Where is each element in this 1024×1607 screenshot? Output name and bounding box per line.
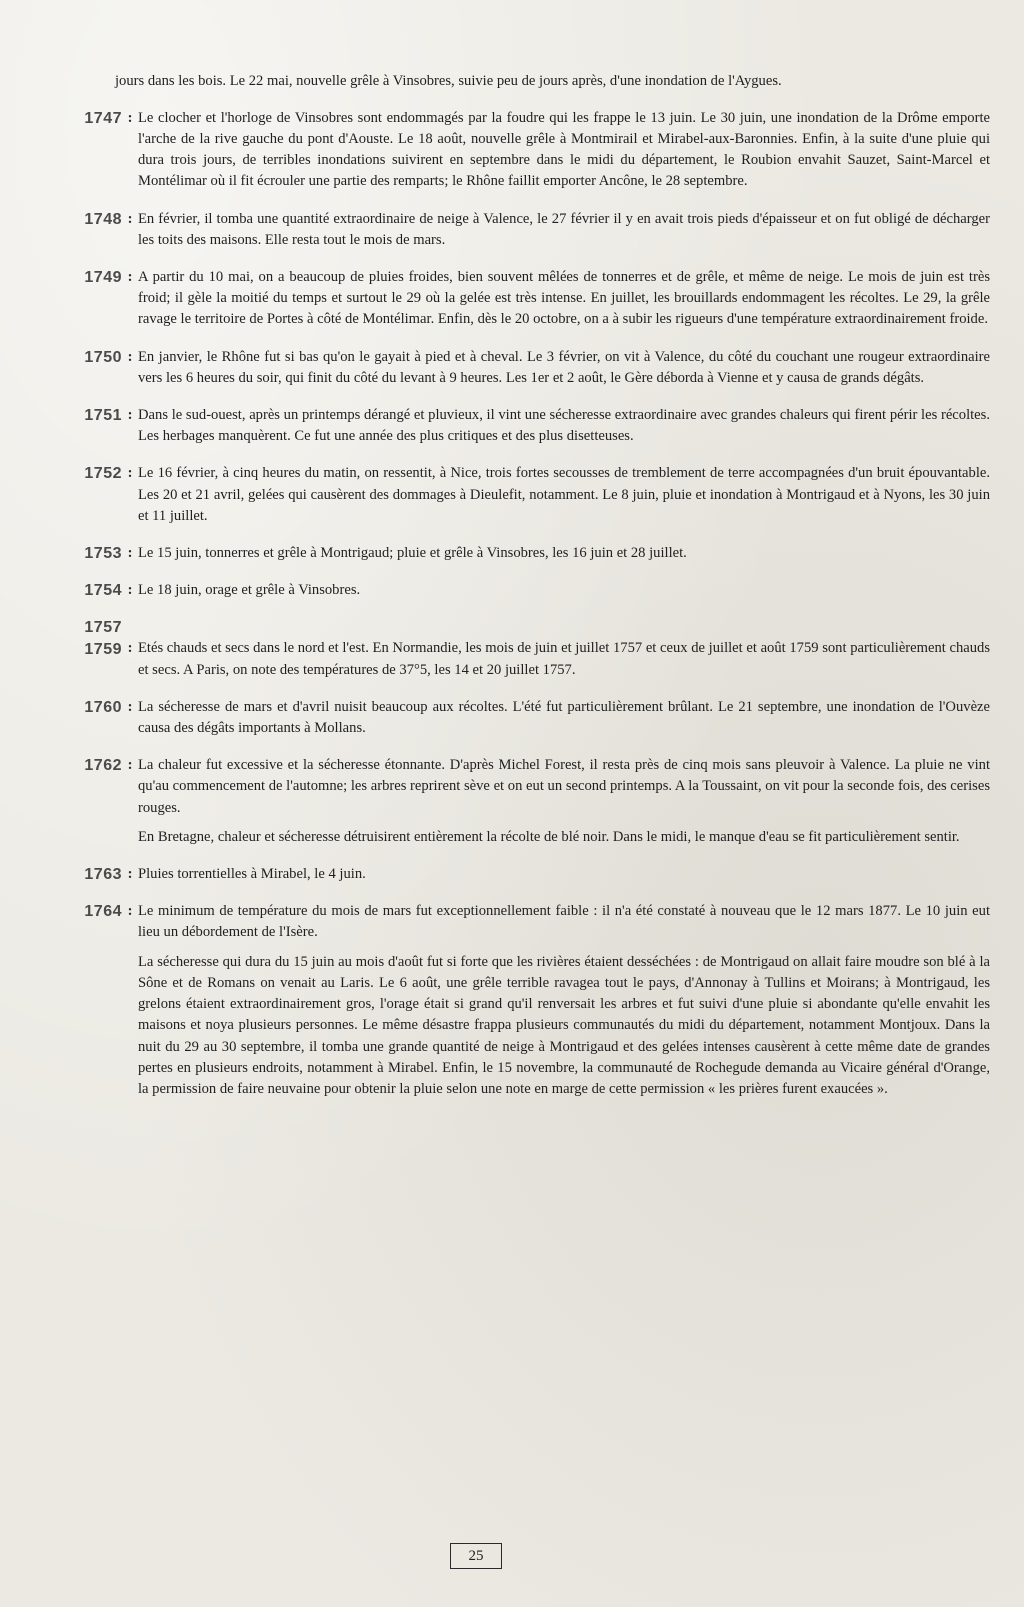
year-separator: : xyxy=(127,698,133,715)
entry-paragraph: En Bretagne, chaleur et sécheresse détruisirent entièrement la récolte de blé noir. Dans le midi, le manque d'eau se fit particulièrement sentir. xyxy=(138,828,960,845)
year-separator: : xyxy=(127,757,133,774)
chronology-list xyxy=(40,108,990,1100)
year-label: 1749 xyxy=(84,269,122,287)
entry-text xyxy=(138,901,990,1100)
entry-paragraph: Le 15 juin, tonnerres et grêle à Montrigaud; pluie et grêle à Vinsobres, les 16 juin et 28 juillet. xyxy=(138,545,687,562)
year-separator: : xyxy=(127,465,133,482)
entry-text xyxy=(138,864,990,885)
year-entry xyxy=(40,580,990,601)
entry-text xyxy=(138,209,990,251)
year-separator: : xyxy=(127,210,133,227)
year-label: 1747 xyxy=(84,109,122,127)
year-entry xyxy=(40,901,990,1100)
page-number: 25 xyxy=(450,1543,502,1569)
year-label: 1751 xyxy=(84,407,122,425)
year-entry xyxy=(40,543,990,564)
year-separator: : xyxy=(127,582,133,599)
entry-paragraph: Pluies torrentielles à Mirabel, le 4 juin. xyxy=(138,866,366,883)
entry-paragraph: Etés chauds et secs dans le nord et l'est. En Normandie, les mois de juin et juillet 1757 et ceux de juillet et août 1759 sont particulièrement chauds et secs. A Paris, on note des températures de 37°5, les 14 et 20 juillet 1757. xyxy=(138,640,990,678)
entry-paragraph: Le clocher et l'horloge de Vinsobres sont endommagés par la foudre qui les frappe le 13 juin. Le 30 juin, une inondation de la Drôme emporte l'arche de la rive gauche du pont d'Aouste. Le 18 août, nouvelle grêle à Montmirail et Mirabel-aux-Baronnies. Enfin, à la suite d'une pluie qui dura trois jours, de terribles inondations suivirent en septembre dans le midi du département, le Roubion envahit Sauzet, Saint-Marcel et Montélimar où il fit écrouler une partie des remparts; le Rhône faillit emporter Ancône, le 28 septembre. xyxy=(138,109,990,190)
entry-paragraph: En février, il tomba une quantité extraordinaire de neige à Valence, le 27 février il y en avait trois pieds d'épaisseur et on fut obligé de décharger les toits des maisons. Elle resta tout le mois de mars. xyxy=(138,210,990,248)
year-entry xyxy=(40,405,990,447)
entry-paragraph: Le 16 février, à cinq heures du matin, on ressentit, à Nice, trois fortes secousses de tremblement de terre accompagnées d'un bruit épouvantable. Les 20 et 21 avril, gelées qui causèrent des dommages à Dieulefit, notamment. Le 8 juin, pluie et inondation à Montrigaud et à Nyons, les 30 juin et 11 juillet. xyxy=(138,465,990,524)
entry-text xyxy=(138,405,990,447)
year-separator: : xyxy=(127,866,133,883)
year-label: 1764 xyxy=(84,903,122,921)
year-separator: : xyxy=(127,348,133,365)
entry-paragraph: A partir du 10 mai, on a beaucoup de pluies froides, bien souvent mêlées de tonnerres et de grêle, et même de neige. Le mois de juin est très froid; il gèle la moitié du temps et surtout le 29 où la gelée est très intense. En juillet, les brouillards endommagent les récoltes. Le 29, la grêle ravage le territoire de Portes à côté de Montélimar. Enfin, dès le 20 octobre, on a à subir les rigueurs d'une température extraordinairement froide. xyxy=(138,269,990,328)
year-separator: : xyxy=(127,903,133,920)
year-label: 1748 xyxy=(84,210,122,228)
year-separator: : xyxy=(127,407,133,424)
year-label: 1753 xyxy=(84,545,122,563)
year-entry xyxy=(40,209,990,251)
entry-text xyxy=(138,638,990,680)
entry-text xyxy=(138,580,990,601)
entry-paragraph: La chaleur fut excessive et la sécheresse étonnante. D'après Michel Forest, il resta près de cinq mois sans pleuvoir à Valence. La pluie ne vint qu'au commencement de l'automne; les arbres reprirent sève et on eut un second printemps. A la Toussaint, on vit pour la seconde fois, des cerises rouges. xyxy=(138,757,990,816)
year-separator: : xyxy=(127,269,133,286)
entry-paragraph: Le minimum de température du mois de mars fut exceptionnellement faible : il n'a été constaté à nouveau que le 12 mars 1877. Le 10 juin eut lieu un débordement de l'Isère. xyxy=(138,903,990,941)
entry-text xyxy=(138,755,990,848)
year-label: 1750 xyxy=(84,348,122,366)
document-body xyxy=(40,56,990,1116)
entry-text xyxy=(138,267,990,331)
entry-paragraph: La sécheresse de mars et d'avril nuisit beaucoup aux récoltes. L'été fut particulièrement brûlant. Le 21 septembre, une inondation de l'Ouvèze causa des dégâts importants à Mollans. xyxy=(138,698,990,737)
entry-text xyxy=(138,543,990,564)
year-entry xyxy=(40,463,990,527)
year-entry xyxy=(40,755,990,848)
year-label: 1752 xyxy=(84,465,122,483)
entry-text xyxy=(138,347,990,389)
year-entry xyxy=(40,864,990,885)
entry-text xyxy=(138,463,990,527)
year-label: 1760 xyxy=(84,698,122,716)
year-entry xyxy=(40,697,990,739)
year-entry xyxy=(40,347,990,389)
year-label: 1763 xyxy=(84,866,122,884)
year-entry xyxy=(40,617,990,680)
year-entry xyxy=(40,108,990,193)
year-separator: : xyxy=(127,109,133,126)
entry-text xyxy=(138,108,990,193)
year-separator: : xyxy=(127,545,133,562)
entry-paragraph: La sécheresse qui dura du 15 juin au mois d'août fut si forte que les rivières étaient desséchées : de Montrigaud on allait faire moudre son blé à la Sône et de Romans on venait au Laris. Le 6 août, une grêle terrible ravagea tout le pays, d'Annonay à Tullins et Moirans; à Montrigaud, les grelons étaient extraordinairement gros, l'orage était si grand qu'il renversait les arbres et fut suivi d'une pluie si abondante qu'elle envahit les maisons et noya plusieurs personnes. Le même désastre frappa plusieurs communautés du midi du département, notamment Montjoux. Dans la nuit du 29 au 30 septembre, il tomba une grande quantité de neige à Montrigaud et des gelées intenses causèrent à cette même date de grandes pertes en plusieurs endroits, notamment à Mirabel. Enfin, le 15 novembre, la communauté de Rochegude demanda au Vicaire général d'Orange, la permission de faire neuvaine pour obtenir la pluie selon une note en marge de cette permission « les prières furent exaucées ». xyxy=(138,953,990,1097)
year-label: 1762 xyxy=(84,757,122,775)
entry-paragraph: En janvier, le Rhône fut si bas qu'on le gayait à pied et à cheval. Le 3 février, on vit à Valence, du côté du couchant une rougeur extraordinaire vers les 6 heures du soir, qui finit du côté du levant à 9 heures. Les 1er et 2 août, le Gère déborda à Vienne et y causa de grands dégâts. xyxy=(138,348,990,386)
year-entry xyxy=(40,267,990,331)
entry-paragraph: Dans le sud-ouest, après un printemps dérangé et pluvieux, il vint une sécheresse extraordinaire avec grandes chaleurs qui firent périr les récoltes. Les herbages manquèrent. Ce fut une année des plus critiques et des plus disetteuses. xyxy=(138,407,990,445)
year-separator: : xyxy=(127,640,133,657)
year-label: 1757 1759 xyxy=(84,619,122,658)
intro-paragraph: jours dans les bois. Le 22 mai, nouvelle grêle à Vinsobres, suivie peu de jours après, d'une inondation de l'Aygues. xyxy=(115,72,782,89)
entry-paragraph: Le 18 juin, orage et grêle à Vinsobres. xyxy=(138,582,361,599)
entry-text xyxy=(138,697,990,739)
year-label: 1754 xyxy=(84,582,122,600)
